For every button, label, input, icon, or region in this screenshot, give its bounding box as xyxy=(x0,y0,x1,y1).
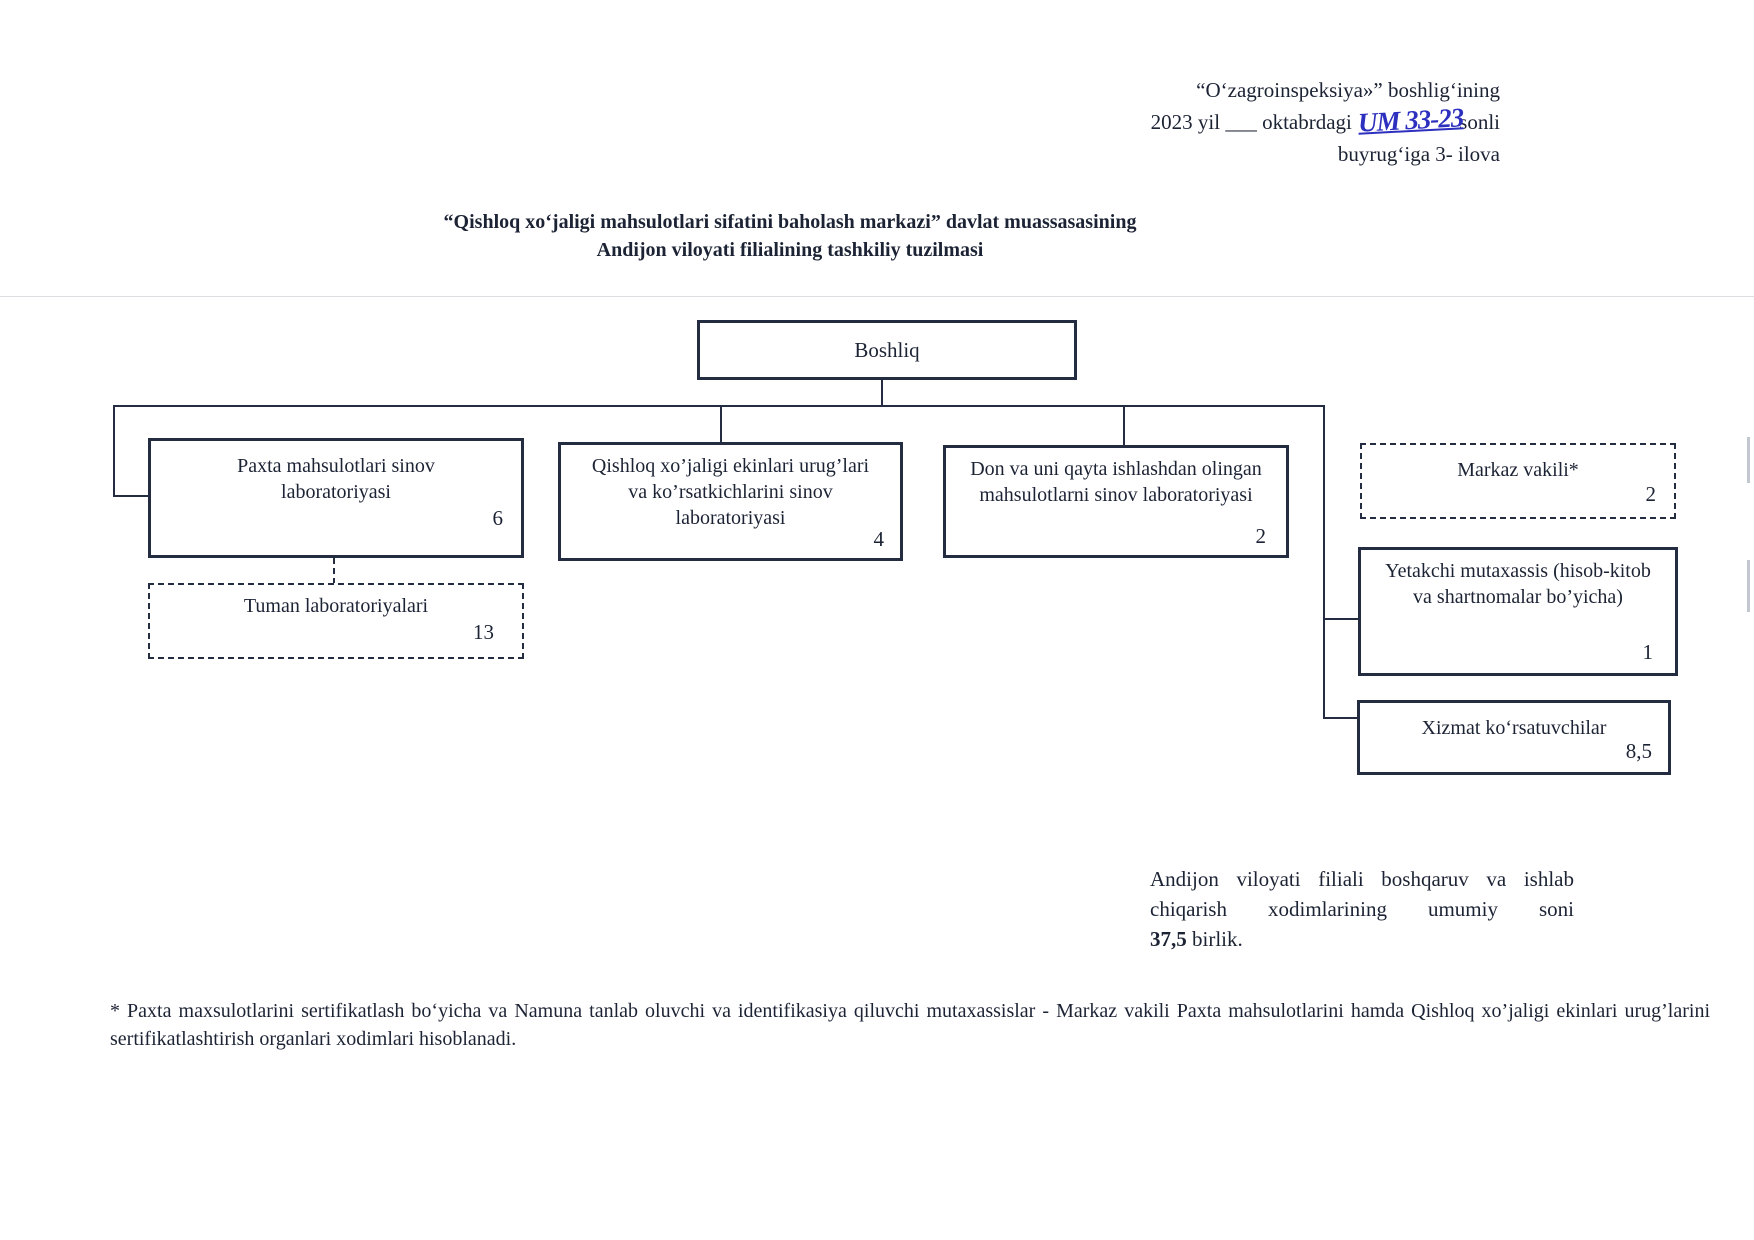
org-node-tuman-label: Tuman laboratoriyalari xyxy=(243,595,429,617)
page-divider-line xyxy=(0,296,1754,297)
summary-line1: Andijon viloyati filiali boshqaruv va ishlab xyxy=(1150,867,1574,891)
connector-xizmat-stub xyxy=(1323,717,1359,719)
summary-total-unit: birlik. xyxy=(1186,927,1243,951)
header-ref-line1: “O‘zagroinspeksiya»” boshlig‘ining xyxy=(1196,78,1500,102)
header-ref-line3: buyrug‘iga 3- ilova xyxy=(1337,142,1500,166)
org-node-yetakchi-mutaxassis xyxy=(1358,547,1678,676)
connector-left-vertical xyxy=(113,405,115,497)
org-node-yetakchi-count: 1 xyxy=(1642,640,1653,664)
connector-boshliq-drop xyxy=(881,379,883,407)
summary-total-value: 37,5 xyxy=(1150,927,1187,951)
footnote-text: * Paxta maxsulotlarini sertifikatlash bo‘yicha va Namuna tanlab oluvchi va identifikasiya qiluvchi mutaxassislar - Markaz vakili Paxta mahsulotlarini hamda Qishloq xo’jaligi ekinlari urug’larini sertifikatlashtirish organlari xodimlari hisoblanadi. xyxy=(110,1000,1710,1050)
org-node-boshliq-label: Boshliq xyxy=(854,338,920,362)
document-title-line1: “Qishloq xo‘jaligi mahsulotlari sifatini baholash markazi” davlat muassasasining xyxy=(443,211,1137,233)
header-reference xyxy=(900,74,1500,170)
org-node-paxta-count: 6 xyxy=(492,506,503,530)
connector-main-rail xyxy=(113,405,1325,407)
org-node-qishloq-label: Qishloq xo’jaligi ekinlari urug’lari va ko’rsatkichlarini sinov laboratoriyasi xyxy=(591,455,870,529)
org-node-xizmat-count: 8,5 xyxy=(1625,739,1652,763)
org-node-xizmat-label: Xizmat ko‘rsatuvchilar xyxy=(1421,717,1607,739)
connector-right-vertical xyxy=(1323,405,1325,719)
org-node-yetakchi-label: Yetakchi mutaxassis (hisob-kitob va shartnomalar bo’yicha) xyxy=(1385,560,1651,608)
document-title xyxy=(10,208,1570,264)
org-node-boshliq xyxy=(697,320,1077,380)
summary-line3 xyxy=(1150,924,1574,954)
org-node-markaz-label: Markaz vakili* xyxy=(1457,459,1579,481)
org-node-tuman-count: 13 xyxy=(473,620,494,644)
org-node-xizmat-korsatuvchilar xyxy=(1357,700,1671,775)
org-node-paxta-laboratoriyasi xyxy=(148,438,524,558)
org-node-qishloq-urug-laboratoriyasi xyxy=(558,442,903,561)
org-node-qishloq-count: 4 xyxy=(873,527,884,551)
scan-artifact xyxy=(1747,437,1750,483)
summary-line2: chiqarish xodimlarining umumiy soni xyxy=(1150,897,1574,921)
org-node-tuman-laboratoriyalari xyxy=(148,583,524,659)
org-node-don-count: 2 xyxy=(1255,524,1266,548)
handwritten-order-number: UM 33-23 xyxy=(1357,102,1464,138)
connector-paxta-stub xyxy=(113,495,151,497)
org-node-markaz-count: 2 xyxy=(1645,482,1656,506)
org-node-markaz-vakili xyxy=(1360,443,1676,519)
header-ref-line2-prefix: 2023 yil ___ oktabrdagi xyxy=(1150,110,1352,134)
header-ref-line2-suffix: sonli xyxy=(1459,110,1500,134)
org-node-paxta-label: Paxta mahsulotlari sinov laboratoriyasi xyxy=(237,455,435,503)
connector-don-drop xyxy=(1123,405,1125,447)
summary-text xyxy=(1150,864,1574,954)
org-node-don-label: Don va uni qayta ishlashdan olingan mahsulotlarni sinov laboratoriyasi xyxy=(970,458,1262,506)
scan-artifact xyxy=(1747,560,1750,612)
connector-yetakchi-stub xyxy=(1323,618,1360,620)
document-title-line2: Andijon viloyati filialining tashkiliy tuzilmasi xyxy=(596,239,984,261)
header-ref-line2 xyxy=(900,102,1500,138)
connector-tuman-dashed-drop xyxy=(333,558,335,584)
connector-qishloq-drop xyxy=(720,405,722,444)
org-node-don-laboratoriyasi xyxy=(943,445,1289,558)
